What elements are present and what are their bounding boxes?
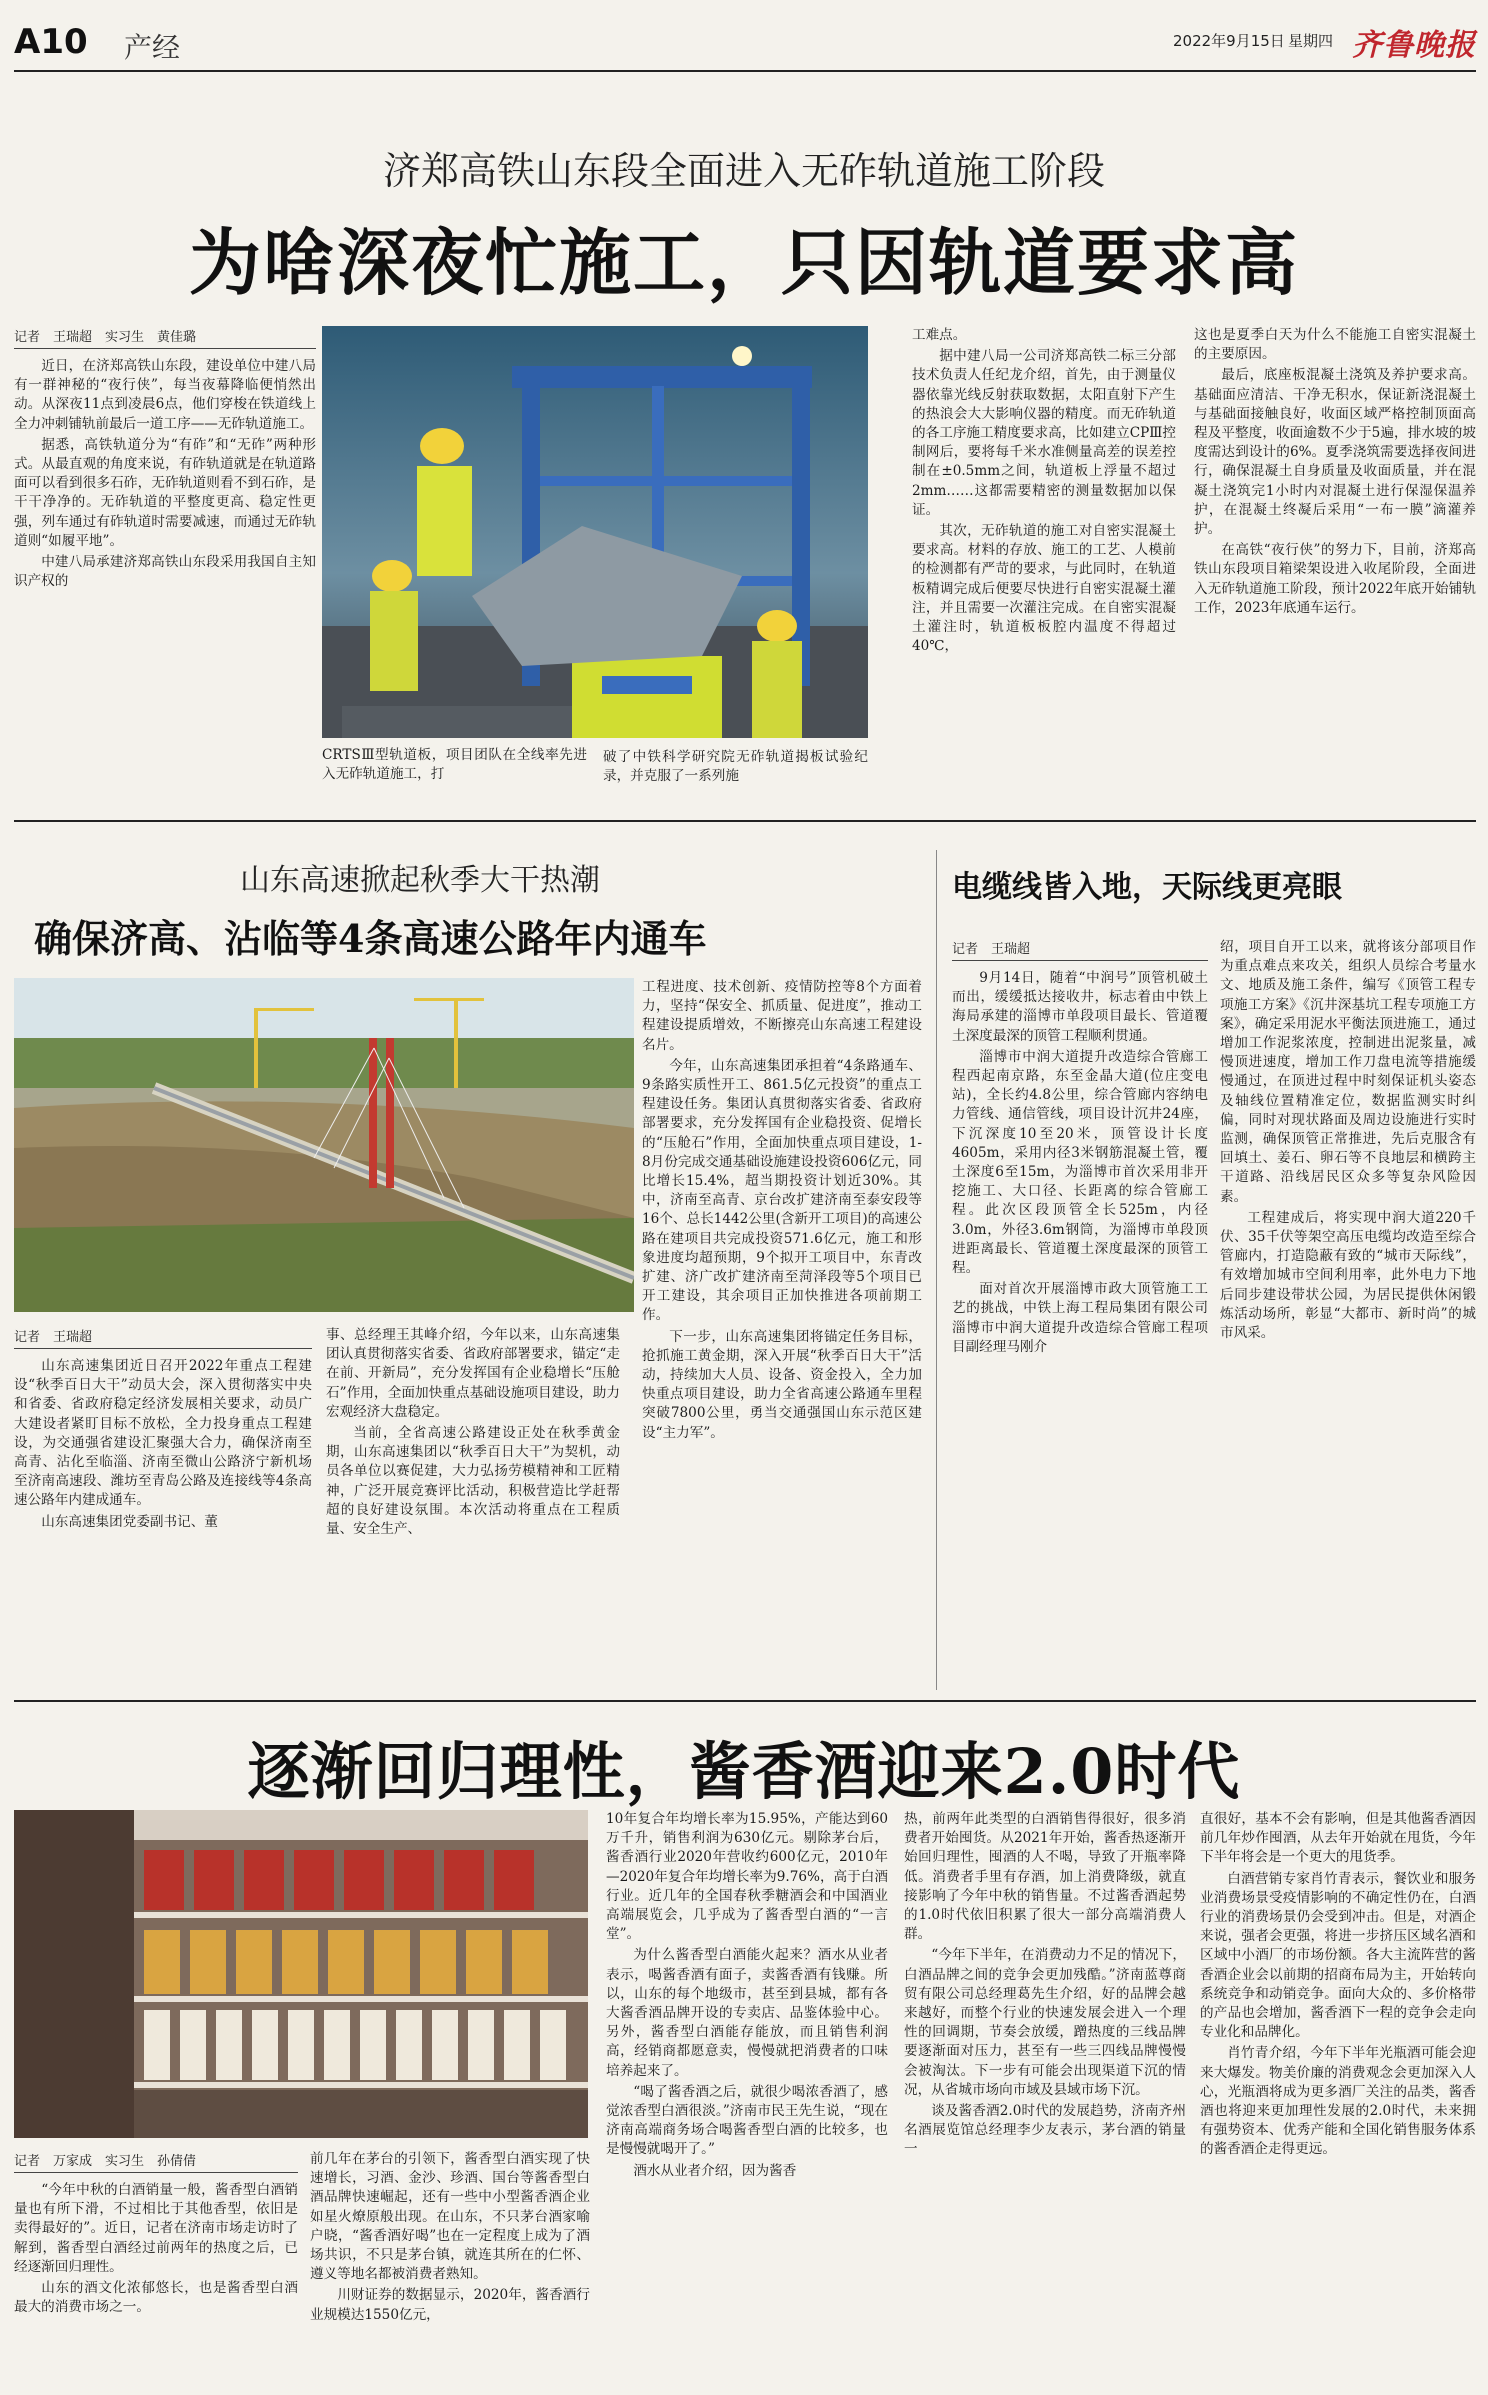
article1-col4-p2: 最后，底座板混凝土浇筑及养护要求高。基础面应清洁、干净无积水，保证新浇混凝土与基础面接触良好，收面区域严格控制顶面高程及平整度，收面逾数不少于5遍，排水坡的坡度需达到设计的6%。夏季浇筑需要选择夜间进行，确保混凝土自身质量及收面质量，并在混凝土浇筑完1小时内对混凝土进行保湿保温养护，在混凝土终凝后采用“一布一膜”滴灌养护。 (1194, 367, 1476, 538)
article4-col1-p1: “今年中秋的白酒销量一般，酱香型白酒销量也有所下滑，不过相比于其他香型，依旧是卖得最好的”。近日，记者在济南市场走访时了解到，酱香型白酒经过前两年的热度之后，已经逐渐回归理性。 (14, 2182, 298, 2275)
article4-col4-p1: 热，前两年此类型的白酒销售得很好，很多消费者开始囤货。从2021年开始，酱香热逐渐开始回归理性，囤酒的人不喝，导致了开瓶率降低。消费者手里有存酒，加上消费降级，就直接影响了今年中秋的销售量。不过酱香酒起势的1.0时代依旧积累了很大一部分高端消费人群。 (904, 1811, 1186, 1943)
article4-photo-liquor-shelves (14, 1810, 588, 2138)
paper-logo: 齐鲁晚报 (1352, 28, 1476, 63)
article1-col3-p2: 据中建八局一公司济郑高铁二标三分部技术负责人任纪龙介绍，首先，由于测量仪器依靠光线反射获取数据，太阳直射下产生的热浪会大大影响仪器的精度。而无砟轨道的各工序施工精度要求高，比如建立CPⅢ控制网后，要将每千米水准侧量高差的误差控制在±0.5mm之间，轨道板上浮量不超过2mm……这都需要精密的测量数据加以保证。 (912, 348, 1176, 518)
article4-col5-p2: 白酒营销专家肖竹青表示，餐饮业和服务业消费场景受疫情影响的不确定性仍在，白酒行业的消费场景仍会受到冲击。但是，对酒企来说，强者会更强，将进一步挤压区域名酒和区域中小酒厂的市场份额。各大主流阵营的酱香酒企业会以前期的招商布局为主，开始转向系统竞争和动销竞争。面向大众的、多价格带的产品也会增加，酱香酒下一程的竞争会走向专业化和品牌化。 (1200, 1870, 1476, 2041)
article1-under-photo-p1: CRTSⅢ型轨道板，项目团队在全线率先进入无砟轨道施工，打 (322, 747, 587, 783)
article3-col2-p2: 工程建成后，将实现中润大道220千伏、35千伏等架空高压电缆均改造至综合管廊内，打造隐蔽有致的“城市天际线”，有效增加城市空间利用率，此外电力下地后同步建设带状公园，为居民提供休闲锻炼活动场所，彰显“大都市、新时尚”的城市风采。 (1220, 1209, 1476, 1342)
article1-col1 (14, 326, 316, 786)
article1-under-photo-p2: 破了中铁科学研究院无砟轨道揭板试验纪录，并克服了一系列施 (603, 749, 868, 785)
article2-byline: 记者 王瑞超 (14, 1326, 312, 1349)
article2-col3-p1: 工程进度、技术创新、疫情防控等8个方面着力，坚持“保安全、抓质量、促进度”，推动工程建设提质增效，不断擦亮山东高速工程建设名片。 (642, 979, 922, 1053)
article4-title: 逐渐回归理性，酱香酒迎来2.0时代 (247, 1735, 1241, 1808)
article3-title: 电缆线皆入地，天际线更亮眼 (952, 870, 1342, 905)
article1-col3-p1: 工难点。 (912, 327, 967, 343)
article3-col1-p1: 9月14日，随着“中润号”顶管机破土而出，缓缓抵达接收井，标志着由中铁上海局承建的淄博市单段项目最长、管道覆土深度最深的顶管工程顺利贯通。 (952, 970, 1208, 1044)
article2-bottom-rule (14, 1700, 1476, 1702)
article1-col1-p3: 中建八局承建济郑高铁山东段采用我国自主知识产权的 (14, 554, 316, 590)
article4-col2 (310, 2150, 590, 2390)
article2-col1 (14, 1326, 312, 1686)
article2-col1-p1: 山东高速集团近日召开2022年重点工程建设“秋季百日大干”动员大会，深入贯彻落实中央和省委、省政府稳定经济发展相关要求，动员广大建设者紧盯目标不放松，全力投身重点工程建设，为交通强省建设汇聚强大合力，确保济南至高青、沾化至临淄、济南至微山公路济宁新机场至济南高速段、潍坊至青岛公路及连接线等4条高速公路年内建成通车。 (14, 1358, 312, 1509)
section-name: 产经 (124, 31, 181, 64)
page-number: A10 (14, 22, 88, 62)
article4-col5-p3: 肖竹青介绍，今年下半年光瓶酒可能会迎来大爆发。物美价廉的消费观念会更加深入人心，光瓶酒将成为更多酒厂关注的品类，酱香酒也将迎来更加理性发展的2.0时代，未来拥有强势资本、优秀产能和全国化销售服务体系的酱香酒企走得更远。 (1200, 2045, 1476, 2158)
article4-col3-p3: “喝了酱香酒之后，就很少喝浓香酒了，感觉浓香型白酒很淡。”济南市民王先生说，“现在济南高端商务场合喝酱香型白酒的比较多，也是慢慢就喝开了。” (606, 2083, 888, 2158)
article4-col2-p2: 川财证券的数据显示，2020年，酱香酒行业规模达1550亿元， (310, 2287, 590, 2323)
article3-col2-p1: 绍，项目自开工以来，就将该分部项目作为重点难点来攻关，组织人员综合考量水文、地质及施工条件，编写《顶管工程专项施工方案》《沉井深基坑工程专项施工方案》，确定采用泥水平衡法顶进施工，通过增加工作泥浆浓度，控制进出泥浆量，减慢顶进速度，增加工作刀盘电流等措施缓慢通过，在顶进过程中时刻保证机头姿态及轴线位置精准定位，数据监测实时纠偏，同时对现状路面及周边设施进行实时监测，确保顶管正常推进，先后克服含有回填土、姜石、卵石等不良地层和横跨主干道路、沿线居民区众多等复杂风险因素。 (1220, 939, 1476, 1205)
article2-col2-p1: 事、总经理王其峰介绍，今年以来，山东高速集团认真贯彻落实省委、省政府部署要求，锚定“走在前、开新局”，充分发挥国有企业稳增长“压舱石”作用，全面加快重点基础设施项目建设，助力宏观经济大盘稳定。 (326, 1327, 620, 1420)
article1-col3-p3: 其次，无砟轨道的施工对自密实混凝土要求高。材料的存放、施工的工艺、人模前的检测都有严苛的要求，与此同时，在轨道板精调完成后便要尽快进行自密实混凝土灌注，并且需要一次灌注完成。在自密实混凝土灌注时，轨道板板腔内温度不得超过40℃， (912, 523, 1176, 655)
article4-col4-p3: 谈及酱香酒2.0时代的发展趋势，济南齐州名酒展览馆总经理李少友表示，茅台酒的销量一 (904, 2103, 1186, 2158)
article1-under-photo (322, 746, 868, 786)
article1-subtitle: 济郑高铁山东段全面进入无砟轨道施工阶段 (382, 149, 1105, 193)
liquor-shelf-image (14, 1810, 588, 2138)
article1-col4-p3: 在高铁“夜行侠”的努力下，目前，济郑高铁山东段项目箱梁架设进入收尾阶段，全面进入无砟轨道施工阶段，预计2022年底开始铺轨工作，2023年底通车运行。 (1194, 542, 1476, 616)
article4-col4 (904, 1810, 1186, 2390)
article2-col1-p2: 山东高速集团党委副书记、董 (41, 1513, 218, 1530)
article3-col1-p3: 面对首次开展淄博市政大顶管施工工艺的挑战，中铁上海工程局集团有限公司淄博市中润大道提升改造综合管廊工程项目副经理马刚介 (952, 1281, 1208, 1355)
article1-col1-p1: 近日，在济郑高铁山东段，建设单位中建八局有一群神秘的“夜行侠”，每当夜幕降临便悄然出动。从深夜11点到凌晨6点，他们穿梭在铁道线上全力冲刺铺轨前最后一道工序——无砟轨道施工。 (14, 358, 316, 432)
article1-photo-rail-construction (322, 326, 868, 738)
article4-byline: 记者 万家成 实习生 孙倩倩 (14, 2150, 298, 2173)
article1-col3 (912, 326, 1176, 786)
article4-col4-p2: “今年下半年，在消费动力不足的情况下，白酒品牌之间的竞争会更加残酷。”济南蓝尊商贸有限公司总经理葛先生介绍，好的品牌会越来越好，而整个行业的快速发展会进入一个理性的回调期，节奏会放缓，蹭热度的三线品牌要逐渐面对压力，甚至有一些三四线品牌慢慢会被淘汰。下一步有可能会出现渠道下沉的情况，从省城市场向市域及县域市场下沉。 (904, 1947, 1186, 2098)
article2-col2-p2: 当前，全省高速公路建设正处在秋季黄金期，山东高速集团以“秋季百日大干”为契机，动员各单位以赛促建，大力弘扬劳模精神和工匠精神，广泛开展竞赛评比活动，积极营造比学赶帮超的良好建设氛围。本次活动将重点在工程质量、安全生产、 (326, 1425, 620, 1538)
article1-col4-p1: 这也是夏季白天为什么不能施工自密实混凝土的主要原因。 (1194, 327, 1476, 363)
article2-photo-bridge (14, 978, 634, 1312)
article2-title: 确保济高、沾临等4条高速公路年内通车 (34, 916, 707, 961)
article1-byline: 记者 王瑞超 实习生 黄佳璐 (14, 326, 316, 349)
article3-col1 (952, 938, 1208, 1688)
bridge-aerial-image (14, 978, 634, 1312)
article-column-divider (936, 850, 937, 1690)
article1-col1-p2: 据悉，高铁轨道分为“有砟”和“无砟”两种形式。从最直观的角度来说，有砟轨道就是在轨道路面可以看到很多石砟，无砟轨道则看不到石砟，是干干净净的。无砟轨道的平整度更高、稳定性更强，列车通过有砟轨道时需要减速，而通过无砟轨道则“如履平地”。 (14, 436, 316, 549)
article1-bottom-rule (14, 820, 1476, 822)
article4-col5-p1: 直很好，基本不会有影响，但是其他酱香酒因前几年炒作囤酒，从去年开始就在甩货，今年下半年将会是一个更大的甩货季。 (1200, 1811, 1476, 1866)
article3-col1-p2: 淄博市中润大道提升改造综合管廊工程西起南京路，东至金晶大道(位庄变电站)，全长约4.8公里，综合管廊内容纳电力管线、通信管线，项目设计沉井24座，下沉深度10至20米，顶管设计长度4605m，采用内径3米钢筋混凝土管，覆土深度6至15m，为淄博市首次采用非开挖施工、大口径、长距离的综合管廊工程。此次区段顶管全长525m，内径3.0m，外径3.6m钢筒，为淄博市单段顶进距离最长、管道覆土深度最深的顶管工程。 (952, 1048, 1208, 1277)
article2-col3-p3: 下一步，山东高速集团将锚定任务目标，抢抓施工黄金期，深入开展“秋季百日大干”活动，持续加大人员、设备、资金投入，全力加快重点项目建设，助力全省高速公路通车里程突破7800公里，勇当交通强国山东示范区建设“主力军”。 (642, 1328, 922, 1441)
article1-col4 (1194, 326, 1476, 786)
issue-date: 2022年9月15日 (1173, 32, 1285, 50)
night-construction-image (322, 326, 868, 738)
article4-col2-p1: 前几年在茅台的引领下，酱香型白酒实现了快速增长，习酒、金沙、珍酒、国台等酱香型白酒品牌快速崛起，还有一些中小型酱香酒企业如星火燎原般出现。在山东，不只茅台酒家喻户晓，“酱香酒好喝”也在一定程度上成为了酒场共识，不只是茅台镇，就连其所在的仁怀、遵义等地名都被消费者熟知。 (310, 2151, 590, 2283)
article4-col5 (1200, 1810, 1476, 2390)
article2-subtitle: 山东高速掀起秋季大干热潮 (240, 863, 600, 898)
article4-col3-p1: 10年复合年均增长率为15.95%，产能达到60万千升，销售利润为630亿元。剔除茅台后，酱香酒行业2020年营收约600亿元，2010年—2020年复合年均增长率为9.76%，高于白酒行业。近几年的全国春秋季糖酒会和中国酒业高端展览会，几乎成为了酱香型白酒的“一言堂”。 (606, 1811, 888, 1943)
article3-col2 (1220, 938, 1476, 1688)
article4-col1-p2: 山东的酒文化浓郁悠长，也是酱香型白酒最大的消费市场之一。 (14, 2280, 298, 2316)
header-rule (14, 70, 1476, 72)
article2-col3-p2: 今年，山东高速集团承担着“4条路通车、9条路实质性开工、861.5亿元投资”的重点工程建设任务。集团认真贯彻落实省委、省政府部署要求，充分发挥国有企业稳投资、促增长的“压舱石”作用，全面加快重点项目建设，1-8月份完成交通基础设施建设投资606亿元，同比增长15.4%，超当期投资计划近30%。其中，济南至高青、京台改扩建济南至泰安段等16个、总长1442公里(含新开工项目)的高速公路在建项目共完成投资571.6亿元，施工和形象进度均超预期，9个拟开工项目中，东青改扩建、济广改扩建济南至菏泽段等5个项目已开工建设，其余项目正加快推进各项前期工作。 (642, 1057, 922, 1324)
issue-weekday: 星期四 (1288, 32, 1334, 50)
article1-title: 为啥深夜忙施工，只因轨道要求高 (188, 220, 1299, 305)
article2-col2 (326, 1326, 620, 1686)
article3-byline: 记者 王瑞超 (952, 938, 1208, 961)
page-header (0, 0, 1488, 70)
article4-col3-p2: 为什么酱香型白酒能火起来？酒水从业者表示，喝酱香酒有面子，卖酱香酒有钱赚。所以，山东的每个地级市，甚至到县城，都有各大酱香酒品牌开设的专卖店、品鉴体验中心。另外，酱香型白酒能存能放，而且销售利润高，经销商都愿意卖，慢慢就把消费者的口味培养起来了。 (606, 1947, 888, 2079)
article4-col3 (606, 1810, 888, 2390)
article2-col3 (642, 978, 922, 1678)
article4-col1 (14, 2150, 298, 2390)
article4-col3-p4: 酒水从业者介绍，因为酱香 (633, 2162, 797, 2179)
